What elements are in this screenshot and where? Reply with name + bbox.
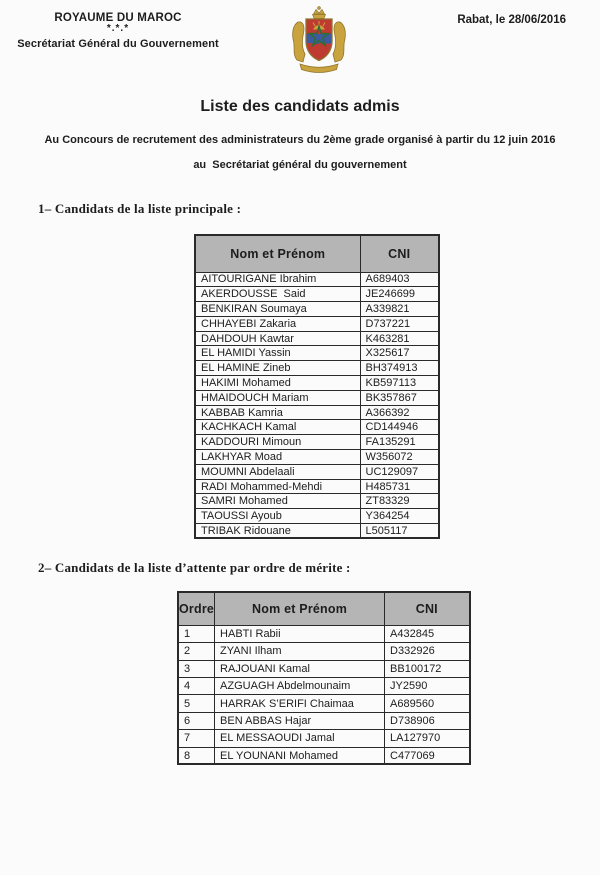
table-cell: 4 <box>178 678 215 695</box>
table-row <box>178 678 470 695</box>
table-cell: HAKIMI Mohamed <box>195 376 360 391</box>
header-row <box>178 592 470 625</box>
table-row <box>178 660 470 677</box>
table-cell: AKERDOUSSE Said <box>195 287 360 302</box>
main-list-table <box>194 234 440 539</box>
place-date: Rabat, le 28/06/2016 <box>457 14 566 26</box>
table-row <box>195 435 439 450</box>
table-row <box>195 272 439 287</box>
table-cell: KACHKACH Kamal <box>195 420 360 435</box>
table-cell: TRIBAK Ridouane <box>195 524 360 539</box>
table-cell: ZT83329 <box>360 494 439 509</box>
table-cell: A339821 <box>360 302 439 317</box>
table-cell: 5 <box>178 695 215 712</box>
table-row <box>195 405 439 420</box>
table-row <box>195 376 439 391</box>
table-cell: 2 <box>178 643 215 660</box>
column-header: Nom et Prénom <box>195 235 360 272</box>
table-row <box>178 643 470 660</box>
table-cell: 3 <box>178 660 215 677</box>
section-heading-main-list: 1– Candidats de la liste principale : <box>38 201 242 216</box>
table-cell: CD144946 <box>360 420 439 435</box>
table-cell: K463281 <box>360 331 439 346</box>
table-cell: AITOURIGANE Ibrahim <box>195 272 360 287</box>
table-cell: A366392 <box>360 405 439 420</box>
table-row <box>178 730 470 747</box>
table-cell: 6 <box>178 712 215 729</box>
table-cell: SAMRI Mohamed <box>195 494 360 509</box>
morocco-coat-of-arms-icon <box>288 5 350 79</box>
table-cell: A689560 <box>385 695 470 712</box>
secretariat-name: Secrétariat Général du Gouvernement <box>17 38 219 50</box>
table-cell: LA127970 <box>385 730 470 747</box>
table-row <box>195 346 439 361</box>
table-cell: BENKIRAN Soumaya <box>195 302 360 317</box>
table-cell: A689403 <box>360 272 439 287</box>
table-cell: D737221 <box>360 316 439 331</box>
table-cell: TAOUSSI Ayoub <box>195 509 360 524</box>
table-cell: H485731 <box>360 479 439 494</box>
table-cell: HABTI Rabii <box>215 625 385 642</box>
table-cell: RAJOUANI Kamal <box>215 660 385 677</box>
table-row <box>195 361 439 376</box>
table-cell: X325617 <box>360 346 439 361</box>
document-subtitle-line1: Au Concours de recrutement des administrateurs du 2ème grade organisé à partir du 12 juin 2016 <box>44 134 556 146</box>
table-cell: D738906 <box>385 712 470 729</box>
table-cell: L505117 <box>360 524 439 539</box>
section-heading-waitlist: 2– Candidats de la liste d’attente par ordre de mérite : <box>38 560 351 576</box>
table-cell: KB597113 <box>360 376 439 391</box>
table-cell: LAKHYAR Moad <box>195 450 360 465</box>
table-row <box>195 287 439 302</box>
table-row <box>178 695 470 712</box>
table-cell: BEN ABBAS Hajar <box>215 712 385 729</box>
table-cell: HMAIDOUCH Mariam <box>195 390 360 405</box>
table-cell: JY2590 <box>385 678 470 695</box>
table-cell: 1 <box>178 625 215 642</box>
table-row <box>178 747 470 764</box>
table-row <box>195 479 439 494</box>
column-header: Ordre <box>178 592 215 625</box>
table-row <box>178 625 470 642</box>
table-cell: FA135291 <box>360 435 439 450</box>
table-row <box>195 302 439 317</box>
table-cell: BH374913 <box>360 361 439 376</box>
table-row <box>195 464 439 479</box>
table-cell: W356072 <box>360 450 439 465</box>
column-header: Nom et Prénom <box>215 592 385 625</box>
table-cell: EL HAMINE Zineb <box>195 361 360 376</box>
table-cell: EL YOUNANI Mohamed <box>215 747 385 764</box>
table-row <box>195 316 439 331</box>
document-subtitle-line2: au Secrétariat général du gouvernement <box>193 159 407 171</box>
column-header: CNI <box>360 235 439 272</box>
table-cell: ZYANI Ilham <box>215 643 385 660</box>
issuing-authority <box>12 12 224 50</box>
table-row <box>195 331 439 346</box>
table-cell: BK357867 <box>360 390 439 405</box>
table-row <box>178 712 470 729</box>
kingdom-name: ROYAUME DU MAROC <box>54 12 182 24</box>
table-cell: AZGUAGH Abdelmounaim <box>215 678 385 695</box>
table-cell: JE246699 <box>360 287 439 302</box>
table-cell: Y364254 <box>360 509 439 524</box>
table-cell: DAHDOUH Kawtar <box>195 331 360 346</box>
table-cell: KABBAB Kamria <box>195 405 360 420</box>
table-cell: UC129097 <box>360 464 439 479</box>
table-row <box>195 390 439 405</box>
table-cell: EL HAMIDI Yassin <box>195 346 360 361</box>
table-row <box>195 494 439 509</box>
table-cell: A432845 <box>385 625 470 642</box>
table-cell: KADDOURI Mimoun <box>195 435 360 450</box>
table-row <box>195 524 439 539</box>
document-title: Liste des candidats admis <box>200 98 400 115</box>
header-row <box>195 235 439 272</box>
table-row <box>195 450 439 465</box>
table-row <box>195 420 439 435</box>
table-cell: MOUMNI Abdelaali <box>195 464 360 479</box>
table-cell: BB100172 <box>385 660 470 677</box>
table-cell: CHHAYEBI Zakaria <box>195 316 360 331</box>
table-cell: 8 <box>178 747 215 764</box>
table-cell: EL MESSAOUDI Jamal <box>215 730 385 747</box>
document-header <box>0 0 600 88</box>
table-cell: C477069 <box>385 747 470 764</box>
waitlist-table <box>177 591 471 765</box>
table-row <box>195 509 439 524</box>
table-cell: HARRAK S’ERIFI Chaimaa <box>215 695 385 712</box>
table-cell: D332926 <box>385 643 470 660</box>
table-cell: 7 <box>178 730 215 747</box>
column-header: CNI <box>385 592 470 625</box>
table-cell: RADI Mohammed-Mehdi <box>195 479 360 494</box>
ornament-stars: *.*.* <box>106 23 130 34</box>
